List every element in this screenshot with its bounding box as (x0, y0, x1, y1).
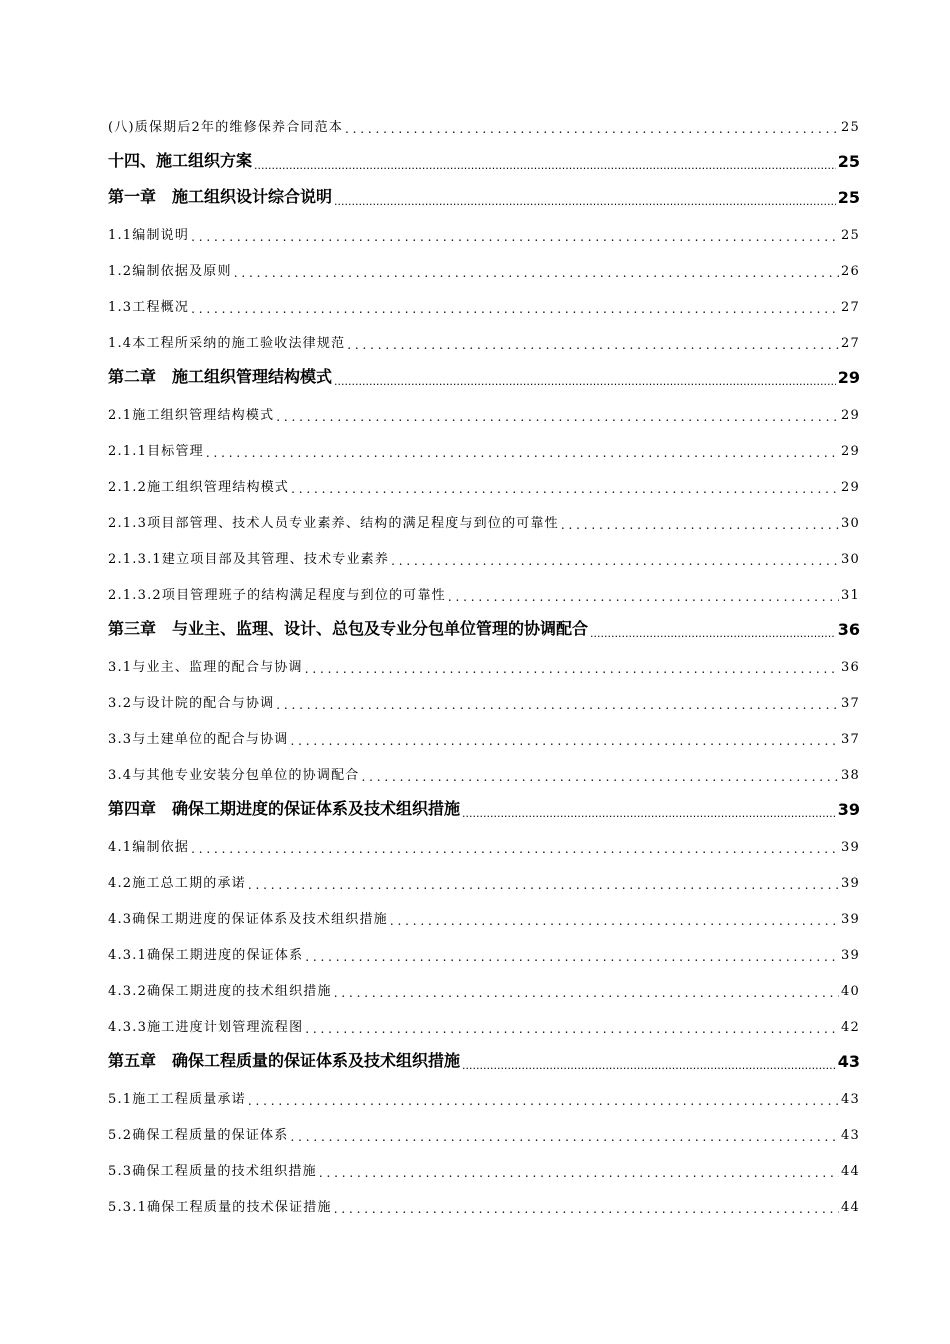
toc-entry-3[interactable] (108, 214, 860, 250)
toc-entry-8[interactable] (108, 394, 860, 430)
toc-entry-label: (八)质保期后2年的维修保养合同范本 (108, 120, 344, 135)
toc-entry-label: 4.3.1确保工期进度的保证体系 (108, 948, 304, 963)
toc-entry-page-number: 29 (841, 480, 860, 495)
toc-leader-dots (305, 662, 839, 675)
toc-entry-page-number: 30 (841, 516, 860, 531)
toc-leader-dots (191, 230, 839, 243)
toc-entry-30[interactable] (108, 1186, 860, 1222)
toc-entry-page-number: 43 (837, 1052, 860, 1071)
toc-leader-dots (290, 1130, 839, 1143)
toc-entry-label: 第四章 确保工期进度的保证体系及技术组织措施 (108, 799, 461, 818)
toc-entry-label: 2.1.3.2项目管理班子的结构满足程度与到位的可靠性 (108, 588, 446, 603)
table-of-contents (108, 106, 860, 1222)
toc-entry-label: 第一章 施工组织设计综合说明 (108, 187, 333, 206)
toc-entry-page-number: 37 (841, 696, 860, 711)
toc-entry-0[interactable] (108, 106, 860, 142)
toc-entry-label: 2.1.2施工组织管理结构模式 (108, 480, 290, 495)
toc-entry-page-number: 42 (841, 1020, 860, 1035)
toc-leader-dots (319, 1166, 839, 1179)
toc-leader-dots (334, 191, 836, 207)
toc-entry-label: 2.1.3.1建立项目部及其管理、技术专业素养 (108, 552, 390, 567)
toc-entry-label: 1.2编制依据及原则 (108, 264, 232, 279)
toc-leader-dots (334, 371, 836, 387)
toc-entry-label: 第二章 施工组织管理结构模式 (108, 367, 333, 386)
toc-entry-label: 3.2与设计院的配合与协调 (108, 696, 275, 711)
toc-entry-label: 5.1施工工程质量承诺 (108, 1092, 246, 1107)
toc-entry-18[interactable] (108, 754, 860, 790)
toc-entry-page-number: 29 (841, 408, 860, 423)
toc-entry-page-number: 39 (837, 800, 860, 819)
toc-leader-dots (276, 410, 839, 423)
toc-entry-page-number: 25 (841, 228, 860, 243)
toc-entry-16[interactable] (108, 682, 860, 718)
toc-entry-page-number: 25 (841, 120, 860, 135)
toc-entry-label: 4.3.3施工进度计划管理流程图 (108, 1020, 304, 1035)
toc-leader-dots (448, 590, 839, 603)
toc-entry-page-number: 37 (841, 732, 860, 747)
toc-entry-label: 1.4本工程所采纳的施工验收法律规范 (108, 336, 346, 351)
toc-leader-dots (462, 803, 836, 819)
toc-entry-page-number: 44 (841, 1200, 860, 1215)
toc-entry-page-number: 40 (841, 984, 860, 999)
toc-entry-label: 十四、施工组织方案 (108, 151, 253, 170)
toc-entry-page-number: 36 (841, 660, 860, 675)
toc-entry-11[interactable] (108, 502, 860, 538)
toc-entry-23[interactable] (108, 934, 860, 970)
toc-entry-label: 第三章 与业主、监理、设计、总包及专业分包单位管理的协调配合 (108, 619, 589, 638)
toc-leader-dots (590, 623, 836, 639)
toc-entry-label: 5.3确保工程质量的技术组织措施 (108, 1164, 317, 1179)
toc-entry-24[interactable] (108, 970, 860, 1006)
toc-leader-dots (248, 878, 839, 891)
toc-leader-dots (347, 338, 839, 351)
toc-entry-label: 3.1与业主、监理的配合与协调 (108, 660, 303, 675)
toc-entry-label: 第五章 确保工程质量的保证体系及技术组织措施 (108, 1051, 461, 1070)
toc-entry-page-number: 36 (837, 620, 860, 639)
toc-leader-dots (191, 302, 839, 315)
toc-leader-dots (334, 1202, 839, 1215)
toc-entry-label: 3.4与其他专业安装分包单位的协调配合 (108, 768, 360, 783)
toc-entry-page-number: 39 (841, 876, 860, 891)
toc-leader-dots (391, 554, 839, 567)
toc-entry-label: 4.1编制依据 (108, 840, 190, 855)
toc-entry-label: 1.3工程概况 (108, 300, 190, 315)
toc-entry-label: 2.1.1目标管理 (108, 444, 204, 459)
toc-entry-page-number: 31 (841, 588, 860, 603)
toc-leader-dots (291, 482, 839, 495)
toc-leader-dots (361, 770, 839, 783)
toc-entry-21[interactable] (108, 862, 860, 898)
toc-entry-page-number: 39 (841, 948, 860, 963)
toc-entry-6[interactable] (108, 322, 860, 358)
toc-entry-label: 2.1施工组织管理结构模式 (108, 408, 275, 423)
toc-entry-10[interactable] (108, 466, 860, 502)
toc-leader-dots (561, 518, 839, 531)
toc-entry-28[interactable] (108, 1114, 860, 1150)
toc-entry-12[interactable] (108, 538, 860, 574)
toc-entry-page-number: 27 (841, 336, 860, 351)
toc-entry-page-number: 38 (841, 768, 860, 783)
toc-entry-label: 4.3确保工期进度的保证体系及技术组织措施 (108, 912, 388, 927)
toc-entry-17[interactable] (108, 718, 860, 754)
toc-entry-14[interactable] (108, 610, 860, 646)
toc-entry-page-number: 30 (841, 552, 860, 567)
toc-entry-2[interactable] (108, 178, 860, 214)
toc-entry-22[interactable] (108, 898, 860, 934)
toc-entry-15[interactable] (108, 646, 860, 682)
toc-entry-page-number: 44 (841, 1164, 860, 1179)
toc-leader-dots (462, 1055, 836, 1071)
toc-entry-page-number: 39 (841, 912, 860, 927)
toc-entry-page-number: 39 (841, 840, 860, 855)
toc-leader-dots (305, 1022, 839, 1035)
toc-entry-page-number: 25 (837, 188, 860, 207)
toc-leader-dots (191, 842, 839, 855)
toc-entry-4[interactable] (108, 250, 860, 286)
toc-entry-label: 1.1编制说明 (108, 228, 190, 243)
toc-leader-dots (206, 446, 839, 459)
toc-leader-dots (254, 155, 836, 171)
toc-entry-page-number: 29 (837, 368, 860, 387)
toc-entry-page-number: 27 (841, 300, 860, 315)
toc-leader-dots (248, 1094, 839, 1107)
toc-leader-dots (345, 122, 839, 135)
toc-entry-9[interactable] (108, 430, 860, 466)
toc-entry-13[interactable] (108, 574, 860, 610)
toc-entry-1[interactable] (108, 142, 860, 178)
toc-entry-label: 2.1.3项目部管理、技术人员专业素养、结构的满足程度与到位的可靠性 (108, 516, 559, 531)
toc-leader-dots (276, 698, 839, 711)
toc-leader-dots (234, 266, 839, 279)
toc-entry-19[interactable] (108, 790, 860, 826)
toc-leader-dots (305, 950, 839, 963)
toc-entry-page-number: 25 (837, 152, 860, 171)
toc-entry-label: 4.2施工总工期的承诺 (108, 876, 246, 891)
toc-entry-20[interactable] (108, 826, 860, 862)
toc-entry-label: 4.3.2确保工期进度的技术组织措施 (108, 984, 332, 999)
toc-entry-page-number: 26 (841, 264, 860, 279)
toc-entry-7[interactable] (108, 358, 860, 394)
toc-leader-dots (390, 914, 839, 927)
toc-leader-dots (290, 734, 839, 747)
toc-entry-label: 3.3与土建单位的配合与协调 (108, 732, 289, 747)
toc-entry-27[interactable] (108, 1078, 860, 1114)
toc-entry-page-number: 29 (841, 444, 860, 459)
toc-entry-page-number: 43 (841, 1092, 860, 1107)
toc-entry-26[interactable] (108, 1042, 860, 1078)
toc-entry-label: 5.3.1确保工程质量的技术保证措施 (108, 1200, 332, 1215)
toc-leader-dots (334, 986, 839, 999)
toc-entry-page-number: 43 (841, 1128, 860, 1143)
toc-entry-29[interactable] (108, 1150, 860, 1186)
toc-entry-25[interactable] (108, 1006, 860, 1042)
toc-entry-label: 5.2确保工程质量的保证体系 (108, 1128, 289, 1143)
toc-entry-5[interactable] (108, 286, 860, 322)
